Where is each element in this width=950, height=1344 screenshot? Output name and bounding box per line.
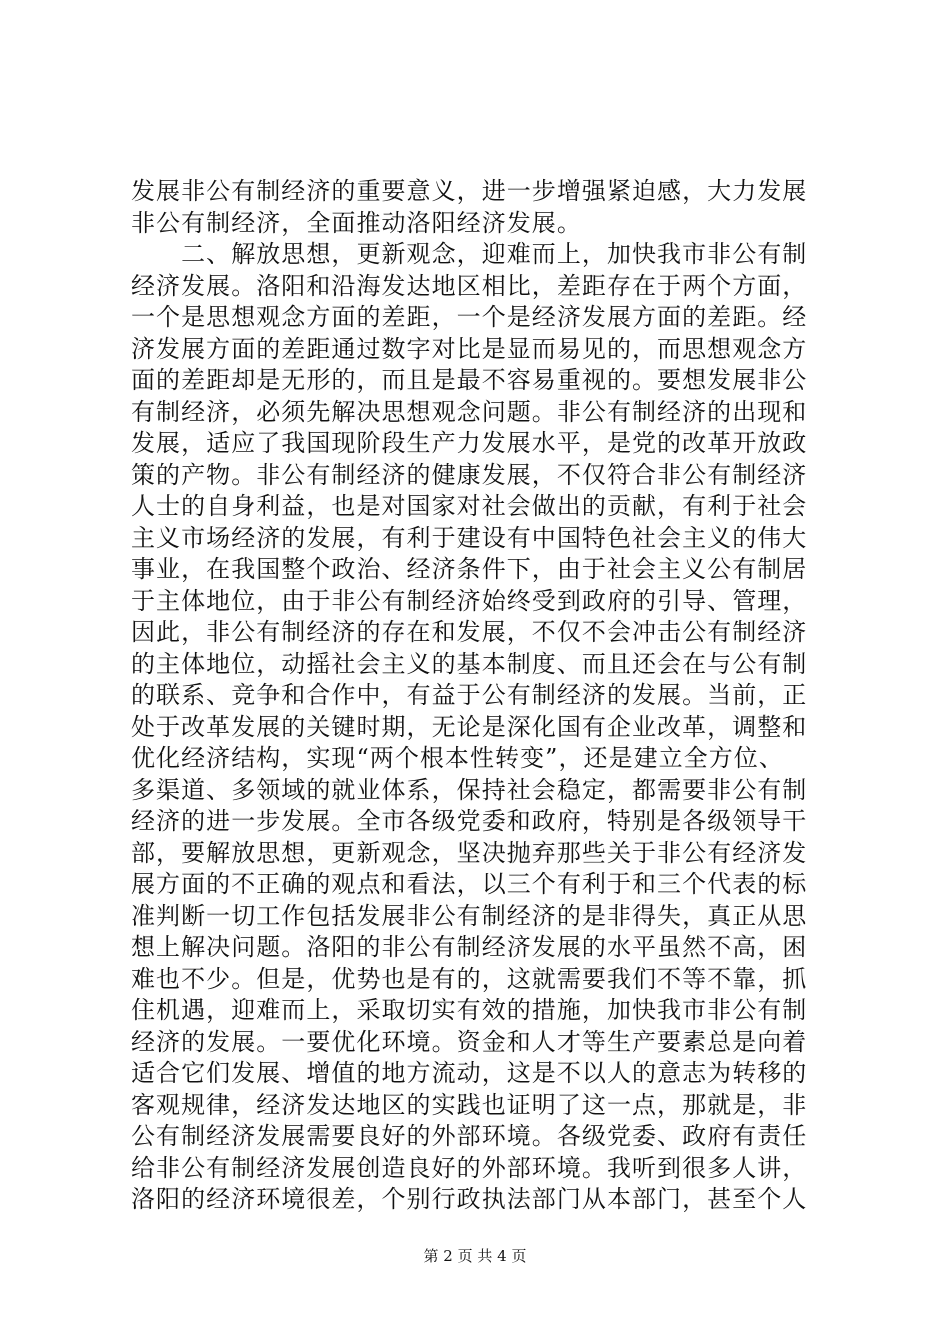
text-line: 二、解放思想，更新观念，迎难而上，加快我市非公有制 (131, 240, 808, 268)
text-line: 主义市场经济的发展，有利于建设有中国特色社会主义的伟大 (131, 523, 808, 552)
text-line: 客观规律，经济发达地区的实践也证明了这一点，那就是，非 (131, 1090, 808, 1119)
text-line: 处于改革发展的关键时期，无论是深化国有企业改革，调整和 (131, 712, 808, 741)
text-line: 给非公有制经济发展创造良好的外部环境。我听到很多人讲， (131, 1153, 808, 1182)
text-line: 多渠道、多领域的就业体系，保持社会稳定，都需要非公有制 (131, 775, 808, 804)
text-line: 想上解决问题。洛阳的非公有制经济发展的水平虽然不高，困 (131, 933, 808, 961)
text-line: 经济的进一步发展。全市各级党委和政府，特别是各级领导干 (131, 807, 808, 835)
text-line: 部，要解放思想，更新观念，坚决抛弃那些关于非公有经济发 (131, 838, 808, 867)
text-line: 洛阳的经济环境很差，个别行政执法部门从本部门，甚至个人 (131, 1185, 808, 1213)
text-line: 难也不少。但是，优势也是有的，这就需要我们不等不靠，抓 (131, 964, 808, 993)
text-line: 有制经济，必须先解决思想观念问题。非公有制经济的出现和 (131, 397, 808, 426)
page-number-footer: 第 2 页 共 4 页 (423, 1247, 527, 1265)
text-line: 事业，在我国整个政治、经济条件下，由于社会主义公有制居 (131, 555, 808, 583)
text-line: 公有制经济发展需要良好的外部环境。各级党委、政府有责任 (131, 1122, 808, 1150)
text-line: 发展非公有制经济的重要意义，进一步增强紧迫感，大力发展 (131, 177, 808, 205)
text-line: 人士的自身利益，也是对国家对社会做出的贡献，有利于社会 (131, 492, 808, 520)
text-line: 济发展方面的差距通过数字对比是显而易见的，而思想观念方 (131, 334, 808, 363)
body-text (131, 176, 831, 1216)
text-line: 住机遇，迎难而上，采取切实有效的措施，加快我市非公有制 (131, 996, 808, 1024)
text-line: 因此，非公有制经济的存在和发展，不仅不会冲击公有制经济 (131, 618, 808, 646)
text-line: 面的差距却是无形的，而且是最不容易重视的。要想发展非公 (131, 366, 808, 394)
text-line: 的主体地位，动摇社会主义的基本制度、而且还会在与公有制 (131, 649, 808, 678)
text-line: 一个是思想观念方面的差距，一个是经济发展方面的差距。经 (131, 303, 808, 331)
text-line: 展方面的不正确的观点和看法，以三个有利于和三个代表的标 (131, 870, 808, 898)
text-line: 优化经济结构，实现“两个根本性转变”，还是建立全方位、 (131, 744, 784, 772)
text-line: 经济的发展。一要优化环境。资金和人才等生产要素总是向着 (131, 1027, 808, 1056)
text-line: 适合它们发展、增值的地方流动，这是不以人的意志为转移的 (131, 1059, 808, 1087)
text-line: 发展，适应了我国现阶段生产力发展水平，是党的改革开放政 (131, 429, 808, 457)
text-line: 经济发展。洛阳和沿海发达地区相比，差距存在于两个方面， (131, 271, 808, 300)
text-line: 策的产物。非公有制经济的健康发展，不仅符合非公有制经济 (131, 460, 808, 489)
text-line: 的联系、竞争和合作中，有益于公有制经济的发展。当前，正 (131, 681, 808, 709)
text-line: 非公有制经济，全面推动洛阳经济发展。 (131, 208, 582, 237)
text-line: 准判断一切工作包括发展非公有制经济的是非得失，真正从思 (131, 901, 808, 930)
text-line: 于主体地位，由于非公有制经济始终受到政府的引导、管理， (131, 586, 808, 615)
